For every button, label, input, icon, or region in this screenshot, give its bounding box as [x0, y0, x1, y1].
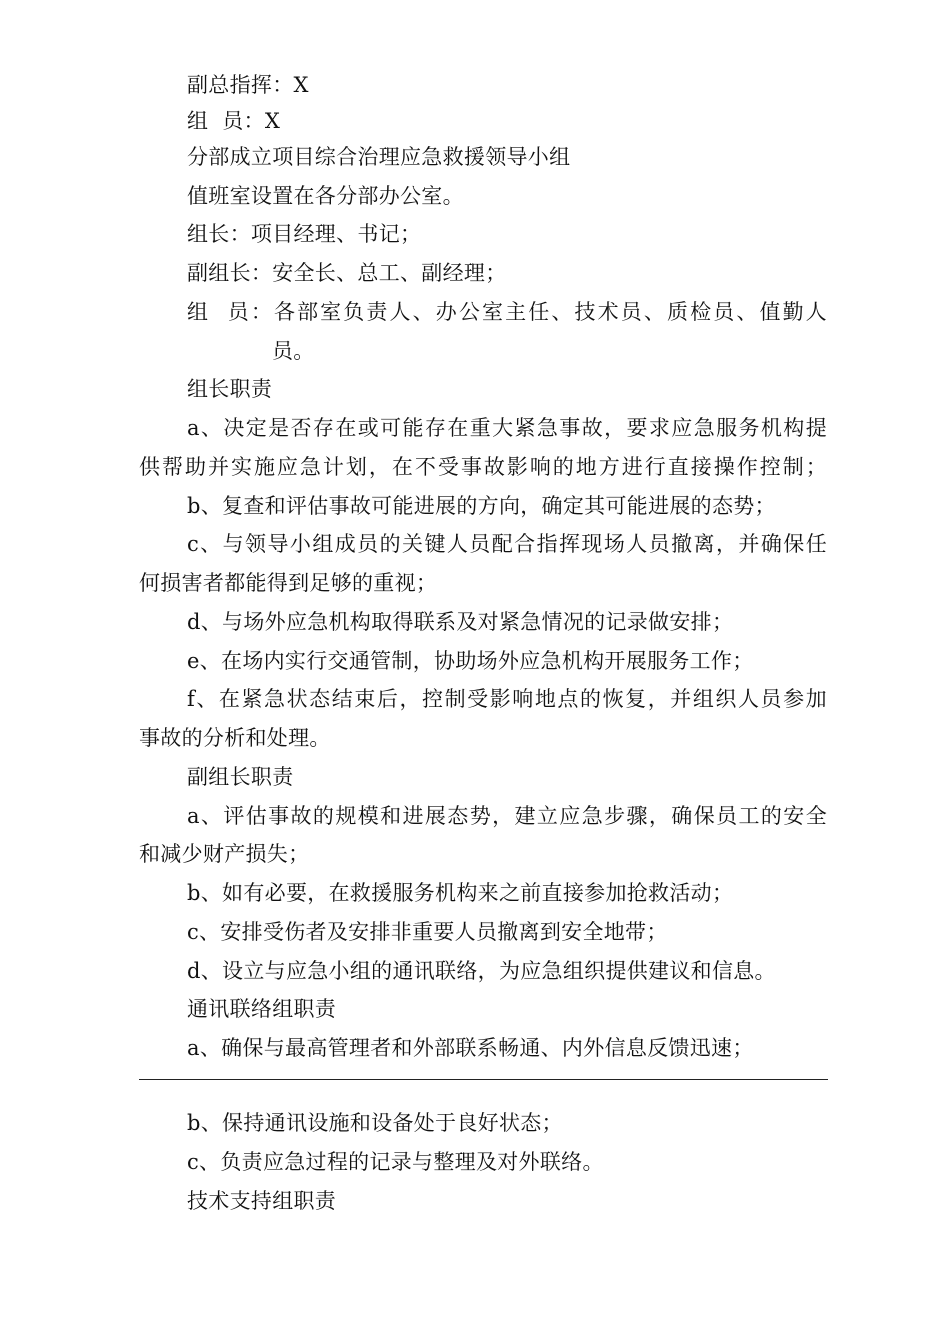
branch-group-line: 分部成立项目综合治理应急救援领导小组 — [187, 145, 571, 169]
leader-duty-a-line-1: a、决定是否存在或可能存在重大紧急事故，要求应急服务机构提 — [187, 416, 827, 440]
leader-line: 组长：项目经理、书记； — [187, 222, 422, 246]
deputy-duty-a-line-2: 和减少财产损失； — [139, 842, 310, 866]
members-line-2: 员。 — [272, 339, 315, 363]
leader-duty-a-line-2: 供帮助并实施应急计划，在不受事故影响的地方进行直接操作控制； — [139, 455, 827, 479]
deputy-commander-line: 副总指挥：X — [187, 73, 309, 97]
comm-duty-c: c、负责应急过程的记录与整理及对外联络。 — [187, 1150, 604, 1174]
deputy-duties-heading: 副组长职责 — [187, 765, 294, 789]
leader-duty-f-line-2: 事故的分析和处理。 — [139, 726, 331, 750]
duty-room-line: 值班室设置在各分部办公室。 — [187, 184, 464, 208]
deputy-duty-c: c、安排受伤者及安排非重要人员撤离到安全地带； — [187, 920, 668, 944]
leader-duty-c-line-2: 何损害者都能得到足够的重视； — [139, 571, 438, 595]
members-line-1: 组 员：各部室负责人、办公室主任、技术员、质检员、值勤人 — [187, 300, 827, 324]
member-line: 组 员：X — [187, 109, 281, 133]
comm-duty-a: a、确保与最高管理者和外部联系畅通、内外信息反馈迅速； — [187, 1036, 754, 1060]
deputy-duty-a-line-1: a、评估事故的规模和进展态势，建立应急步骤，确保员工的安全 — [187, 804, 827, 828]
tech-duties-heading: 技术支持组职责 — [187, 1189, 337, 1213]
leader-duty-b: b、复查和评估事故可能进展的方向，确定其可能进展的态势； — [187, 494, 776, 518]
leader-duty-d: d、与场外应急机构取得联系及对紧急情况的记录做安排； — [187, 610, 734, 634]
comm-duties-heading: 通讯联络组职责 — [187, 997, 337, 1021]
comm-duty-b: b、保持通讯设施和设备处于良好状态； — [187, 1111, 563, 1135]
leader-duty-f-line-1: f、在紧急状态结束后，控制受影响地点的恢复，并组织人员参加 — [187, 687, 827, 711]
deputy-duty-d: d、设立与应急小组的通讯联络，为应急组织提供建议和信息。 — [187, 959, 776, 983]
leader-duty-c-line-1: c、与领导小组成员的关键人员配合指挥现场人员撤离，并确保任 — [187, 532, 827, 556]
page-break-divider — [139, 1079, 828, 1080]
deputy-duty-b: b、如有必要，在救援服务机构来之前直接参加抢救活动； — [187, 881, 734, 905]
leader-duties-heading: 组长职责 — [187, 377, 273, 401]
deputy-leader-line: 副组长：安全长、总工、副经理； — [187, 261, 507, 285]
leader-duty-e: e、在场内实行交通管制，协助场外应急机构开展服务工作； — [187, 649, 754, 673]
